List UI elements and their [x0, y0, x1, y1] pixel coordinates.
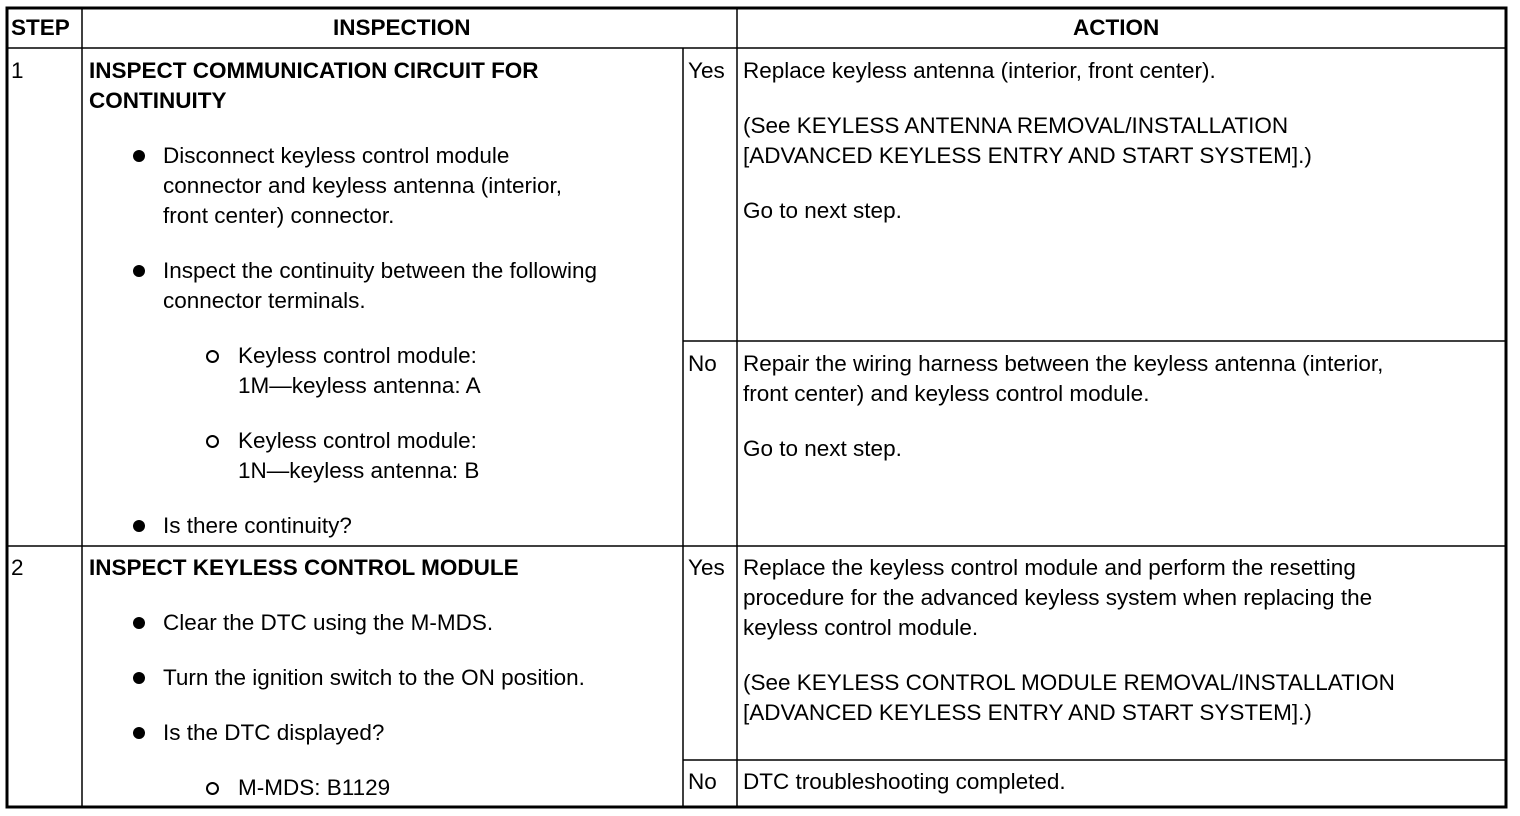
bullet-text: Disconnect keyless control module: [163, 143, 510, 168]
action-text: Go to next step.: [743, 198, 902, 223]
bullet-text: connector and keyless antenna (interior,: [163, 173, 562, 198]
step-number: 1: [11, 58, 24, 83]
action-text: [ADVANCED KEYLESS ENTRY AND START SYSTEM].): [743, 700, 1312, 725]
bullet-text: Inspect the continuity between the following: [163, 258, 598, 283]
sub-bullet-circle-icon: [206, 435, 219, 448]
inspection-title: INSPECT COMMUNICATION CIRCUIT FOR: [89, 58, 539, 83]
action-text: keyless control module.: [743, 615, 979, 640]
bullet-dot-icon: [133, 520, 145, 532]
bullet-dot-icon: [133, 150, 145, 162]
bullet-dot-icon: [133, 727, 145, 739]
action-text: front center) and keyless control module.: [743, 381, 1150, 406]
action-text: Go to next step.: [743, 436, 902, 461]
header-action: ACTION: [1073, 15, 1160, 40]
no-label: No: [688, 769, 717, 794]
sub-bullet-text: Keyless control module:: [238, 343, 477, 368]
bullet-text: Is the DTC displayed?: [163, 720, 385, 745]
yes-label: Yes: [688, 58, 725, 83]
sub-bullet-text: M-MDS: B1129: [238, 775, 391, 800]
sub-bullet-text: 1N—keyless antenna: B: [238, 458, 480, 483]
action-text: (See KEYLESS CONTROL MODULE REMOVAL/INSTALLATION: [743, 670, 1395, 695]
bullet-dot-icon: [133, 265, 145, 277]
bullet-dot-icon: [133, 617, 145, 629]
yes-label: Yes: [688, 555, 725, 580]
action-text: Repair the wiring harness between the keyless antenna (interior,: [743, 351, 1384, 376]
bullet-text: connector terminals.: [163, 288, 366, 313]
inspection-title: INSPECT KEYLESS CONTROL MODULE: [89, 555, 519, 580]
header-inspection: INSPECTION: [333, 15, 471, 40]
bullet-text: Turn the ignition switch to the ON position.: [163, 665, 585, 690]
sub-bullet-circle-icon: [206, 350, 219, 363]
sub-bullet-text: 1M—keyless antenna: A: [238, 373, 481, 398]
no-label: No: [688, 351, 717, 376]
action-text: procedure for the advanced keyless system when replacing the: [743, 585, 1373, 610]
bullet-dot-icon: [133, 672, 145, 684]
inspection-title: CONTINUITY: [89, 88, 227, 113]
sub-bullet-text: Keyless control module:: [238, 428, 477, 453]
bullet-text: Is there continuity?: [163, 513, 352, 538]
bullet-text: front center) connector.: [163, 203, 395, 228]
action-text: DTC troubleshooting completed.: [743, 769, 1066, 794]
header-step: STEP: [11, 15, 70, 40]
action-text: Replace the keyless control module and perform the resetting: [743, 555, 1356, 580]
action-text: Replace keyless antenna (interior, front center).: [743, 58, 1216, 83]
action-text: (See KEYLESS ANTENNA REMOVAL/INSTALLATION: [743, 113, 1289, 138]
bullet-text: Clear the DTC using the M-MDS.: [163, 610, 494, 635]
step-number: 2: [11, 555, 24, 580]
action-text: [ADVANCED KEYLESS ENTRY AND START SYSTEM].): [743, 143, 1312, 168]
sub-bullet-circle-icon: [206, 782, 219, 795]
